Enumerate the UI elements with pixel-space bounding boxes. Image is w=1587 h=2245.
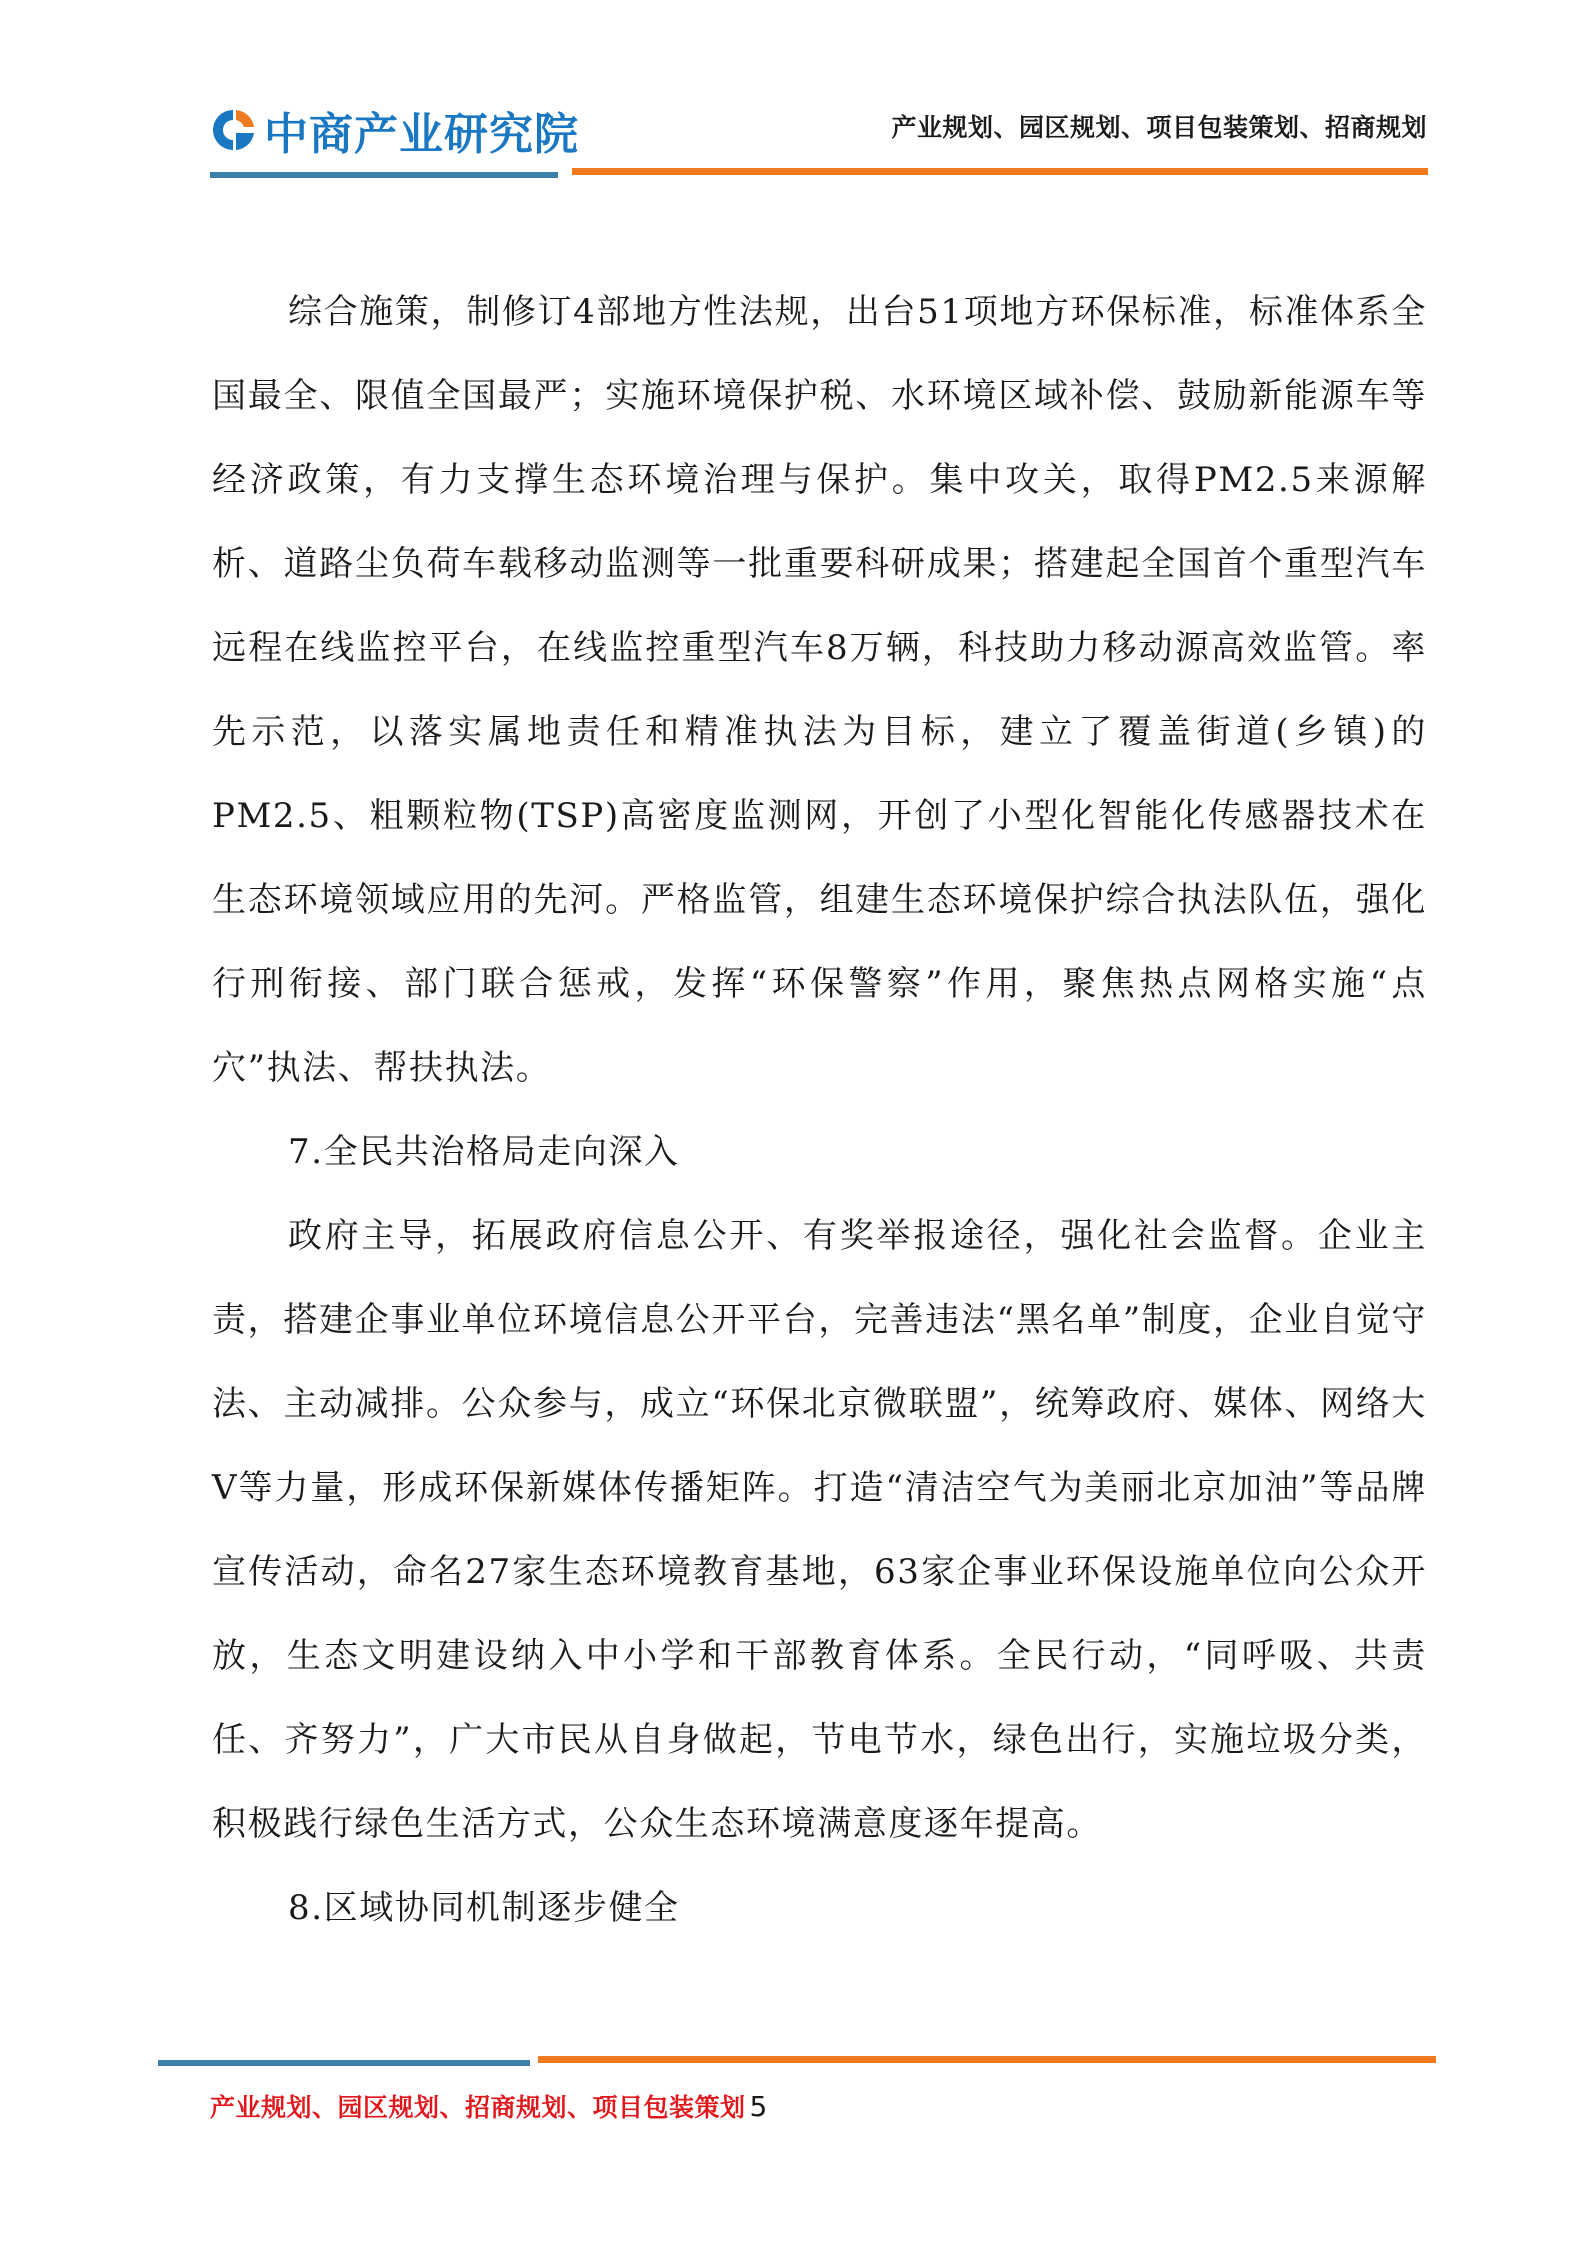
logo-text: 中商产业研究院 [264,109,579,160]
footer-slogan: 产业规划、园区规划、招商规划、项目包装策划 [210,2093,746,2122]
section-heading-7: 7.全民共治格局走向深入 [288,1132,680,1172]
header-slogan: 产业规划、园区规划、项目包装策划、招商规划 [891,113,1427,142]
document-body [212,270,1427,1950]
header-divider-orange [572,168,1428,175]
section-heading-8: 8.区域协同机制逐步健全 [288,1888,680,1928]
page-header [0,0,1587,190]
paragraph-public-participation: 政府主导，拓展政府信息公开、有奖举报途径，强化社会监督。企业主责，搭建企事业单位环境信息公开平台，完善违法“黑名单”制度，企业自觉守法、主动减排。公众参与，成立“环保北京微联盟”，统筹政府、媒体、网络大V等力量，形成环保新媒体传播矩阵。打造“清洁空气为美丽北京加油”等品牌宣传活动，命名27家生态环境教育基地，63家企事业环保设施单位向公众开放，生态文明建设纳入中小学和干部教育体系。全民行动，“同呼吸、共责任、齐努力”，广大市民从自身做起，节电节水，绿色出行，实施垃圾分类，积极践行绿色生活方式，公众生态环境满意度逐年提高。 [212,1216,1427,1844]
logo-icon [210,107,256,153]
header-divider-blue [210,172,558,178]
page-number: 5 [749,2090,768,2123]
company-logo [210,98,579,162]
footer-divider-orange [538,2056,1436,2063]
page-footer [210,2088,768,2124]
paragraph-governance: 综合施策，制修订4部地方性法规，出台51项地方环保标准，标准体系全国最全、限值全国最严；实施环境保护税、水环境区域补偿、鼓励新能源车等经济政策，有力支撑生态环境治理与保护。集中攻关，取得PM2.5来源解析、道路尘负荷车载移动监测等一批重要科研成果；搭建起全国首个重型汽车远程在线监控平台，在线监控重型汽车8万辆，科技助力移动源高效监管。率先示范，以落实属地责任和精准执法为目标，建立了覆盖街道(乡镇)的PM2.5、粗颗粒物(TSP)高密度监测网，开创了小型化智能化传感器技术在生态环境领域应用的先河。严格监管，组建生态环境保护综合执法队伍，强化行刑衔接、部门联合惩戒，发挥“环保警察”作用，聚焦热点网格实施“点穴”执法、帮扶执法。 [212,292,1427,1088]
footer-divider-blue [158,2060,530,2066]
